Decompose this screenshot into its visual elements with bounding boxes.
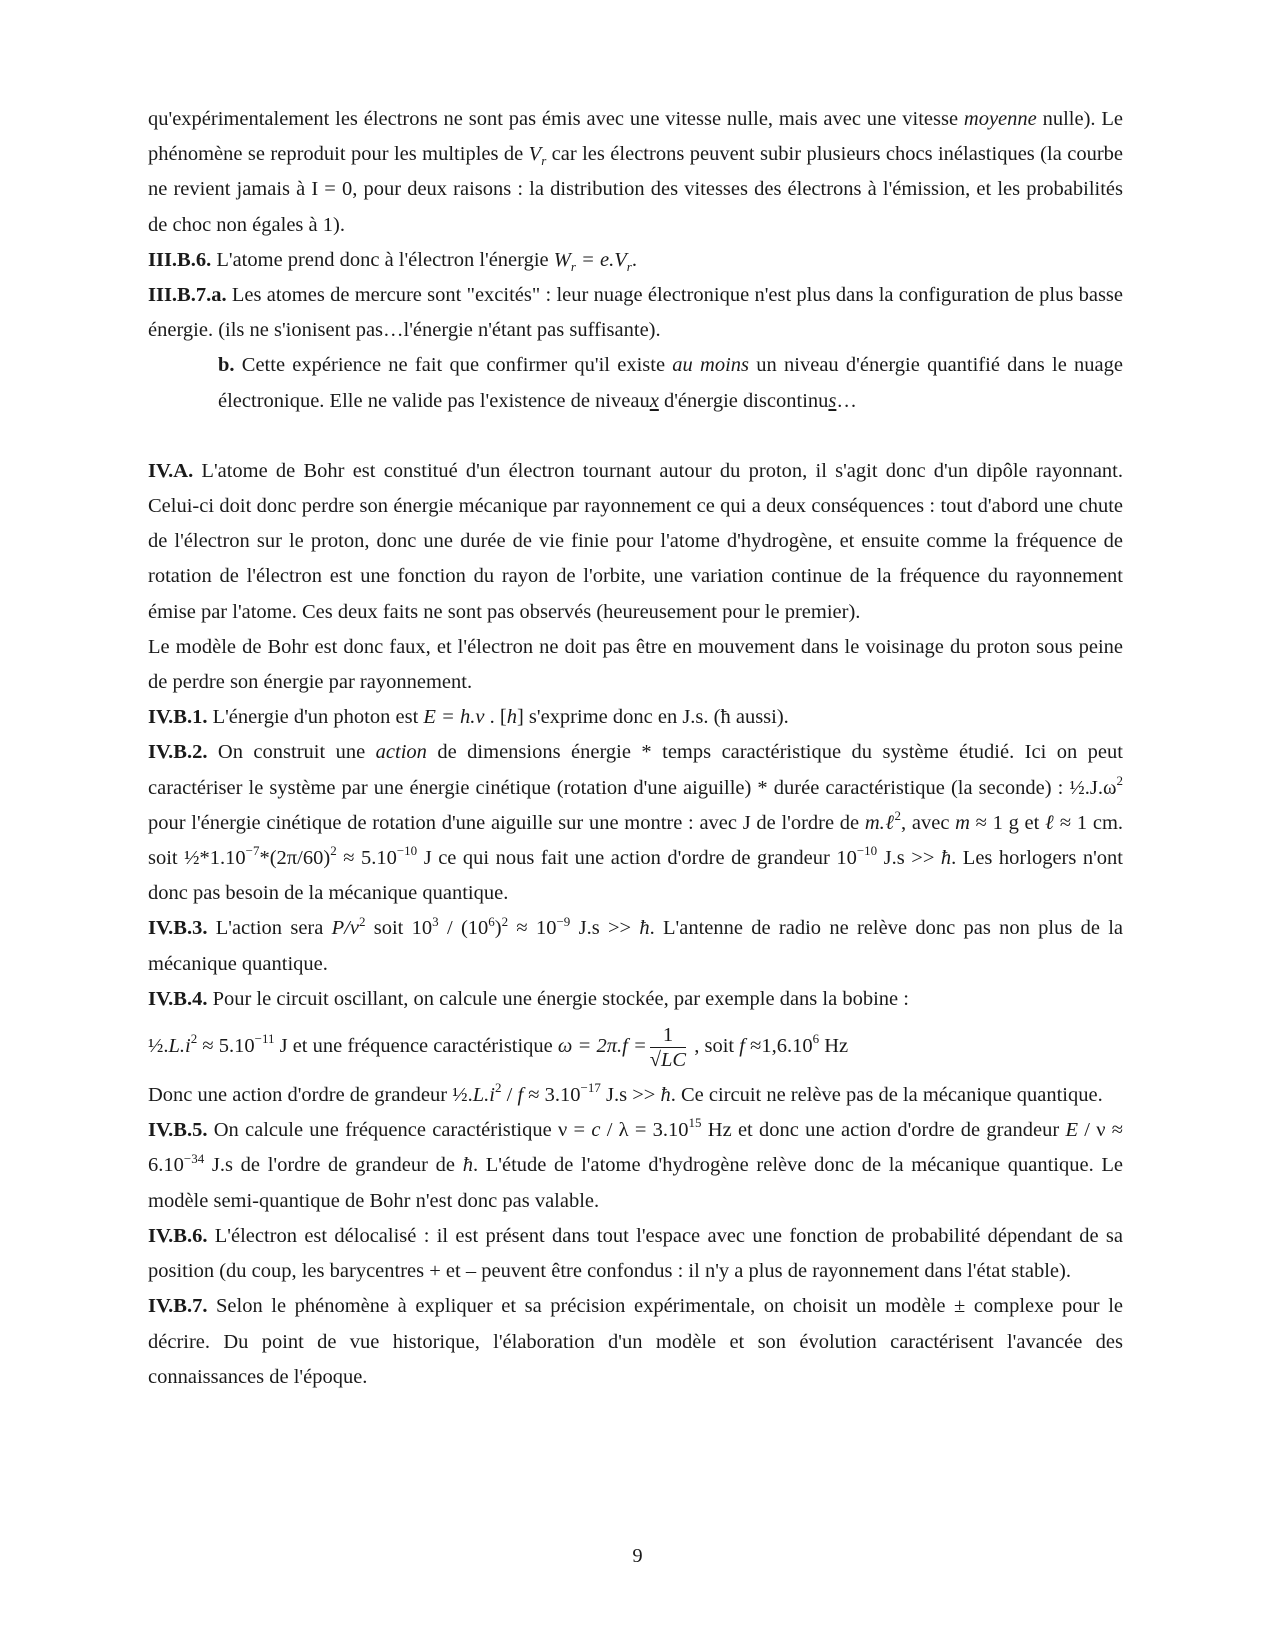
paragraph-ivb4-conclusion: Donc une action d'ordre de grandeur $\frac{1}{2}.L.i^2 / f \approx 3.10^{-17}$ J.s >> ħ. Ce circuit ne relève pas de la mécanique quantique. (148, 1080, 1103, 1107)
section-label: III.B.7.a. (148, 284, 227, 307)
section-label: IV.B.6. (148, 1224, 208, 1247)
section-iiib6: III.B.6. L'atome prend donc à l'électron l'énergie $W_r = e.V_r$. (148, 248, 637, 274)
paragraph-bohr: Le modèle de Bohr est donc faux, et l'électron ne doit pas être en mouvement dans le voisinage du proton sous peine de perdre son énergie par rayonnement. (148, 635, 1123, 694)
document-body (148, 102, 1123, 1395)
paragraph-gap (148, 419, 1123, 454)
section-label: IV.B.3. (148, 917, 208, 940)
section-label: III.B.6. (148, 248, 212, 271)
fraction (650, 1023, 686, 1072)
section-iiib7b: b. Cette expérience ne fait que confirmer qu'il existe au moins un niveau d'énergie quantifié dans le nuage électronique. Elle ne valide pas l'existence de niveaux d'énergie discontinus… (218, 354, 1123, 412)
section-ivb4: IV.B.4. Pour le circuit oscillant, on calcule une énergie stockée, par exemple dans la bobine : (148, 987, 909, 1010)
section-label: IV.B.7. (148, 1295, 208, 1318)
section-iva: IV.A. L'atome de Bohr est constitué d'un électron tournant autour du proton, il s'agit donc d'un dipôle rayonnant. Celui-ci doit donc perdre son énergie mécanique par rayonnement ce qui a deux conséquences : tout d'abord une chute de l'électron sur le proton, donc une durée de vie finie pour l'atome d'hydrogène, et ensuite comme la fréquence de rotation de l'électron est une fonction du rayon de l'orbite, une variation continue de la fréquence du rayonnement émise par l'atome. Ces deux faits ne sont pas observés (heureusement pour le premier). (148, 459, 1123, 623)
fraction-denominator: √LC (649, 1049, 687, 1072)
page-number: 9 (632, 1545, 643, 1567)
fraction-numerator: 1 (650, 1023, 686, 1048)
section-label: IV.A. (148, 459, 194, 482)
section-ivb6: IV.B.6. L'électron est délocalisé : il est présent dans tout l'espace avec une fonction de probabilité dépendant de sa position (du coup, les barycentres + et – peuvent être confondus : il n'y a plus de rayonnement dans l'état stable). (148, 1224, 1123, 1283)
section-ivb1: IV.B.1. L'énergie d'un photon est E = h.ν . [h] s'exprime donc en J.s. (ħ aussi). (148, 706, 789, 729)
section-label: IV.B.1. (148, 706, 208, 729)
section-label: IV.B.5. (148, 1119, 208, 1142)
section-ivb5: IV.B.5. On calcule une fréquence caractéristique $\nu = c / \lambda = 3.10^{15}$ Hz et donc une action d'ordre de grandeur $E / \nu \approx 6.10^{-34}$ J.s de l'ordre de grandeur de ħ. L'étude de l'atome d'hydrogène relève donc de la mécanique quantique. Le modèle semi-quantique de Bohr n'est donc pas valable. (148, 1115, 1123, 1212)
section-label: IV.B.2. (148, 741, 208, 764)
section-ivb7: IV.B.7. Selon le phénomène à expliquer et sa précision expérimentale, on choisit un modèle ± complexe pour le décrire. Du point de vue historique, l'élaboration d'un modèle et son évolution caractérisent l'avancée des connaissances de l'époque. (148, 1295, 1123, 1388)
section-ivb3: IV.B.3. L'action sera $P/\nu^2$ soit $10^3 / (10^6)^2 \approx 10^{-9}$ J.s >> ħ. L'antenne de radio ne relève donc pas non plus de la mécanique quantique. (148, 913, 1124, 975)
section-label: IV.B.4. (148, 987, 208, 1010)
section-ivb2: IV.B.2. On construit une action de dimensions énergie * temps caractéristique du système étudié. Ici on peut caractériser le système par une énergie cinétique (rotation d'une aiguille) * durée caractéristique (la seconde) : $\frac{1}{2}.J.\omega^2$ pour l'énergie cinétique de rotation d'une aiguille sur une montre : avec J de l'ordre de m.ℓ$^2$, avec m ≈ 1 g et ℓ ≈ 1 cm. soit $\frac{1}{2}*1.10^{-7}*(2\pi/60)^2 \approx 5.10^{-10}$ J ce qui nous fait une action d'ordre de grandeur $10^{-10}$ J.s >> ħ. Les horlogers n'ont donc pas besoin de la mécanique quantique. (148, 741, 1124, 905)
paragraph-continuation: qu'expérimentalement les électrons ne sont pas émis avec une vitesse nulle, mais avec une vitesse moyenne nulle). Le phénomène se reproduit pour les multiples de $V_r$ car les électrons peuvent subir plusieurs chocs inélastiques (la courbe ne revient jamais à I = 0, pour deux raisons : la distribution des vitesses des électrons à l'émission, et les probabilités de choc non égales à 1). (148, 108, 1124, 236)
section-label: b. (218, 354, 235, 377)
equation-line: $\frac{1}{2}.L.i^2 \approx 5.10^{-11}$ J et une fréquence caractéristique ω = 2π.f = $\frac{1}{√LC}$ , soit $f \approx 1,6.10^6$ Hz (148, 1024, 849, 1072)
section-iiib7a: III.B.7.a. Les atomes de mercure sont "excités" : leur nuage électronique n'est plus dans la configuration de plus basse énergie. (ils ne s'ionisent pas…l'énergie n'étant pas suffisante). (148, 284, 1123, 342)
